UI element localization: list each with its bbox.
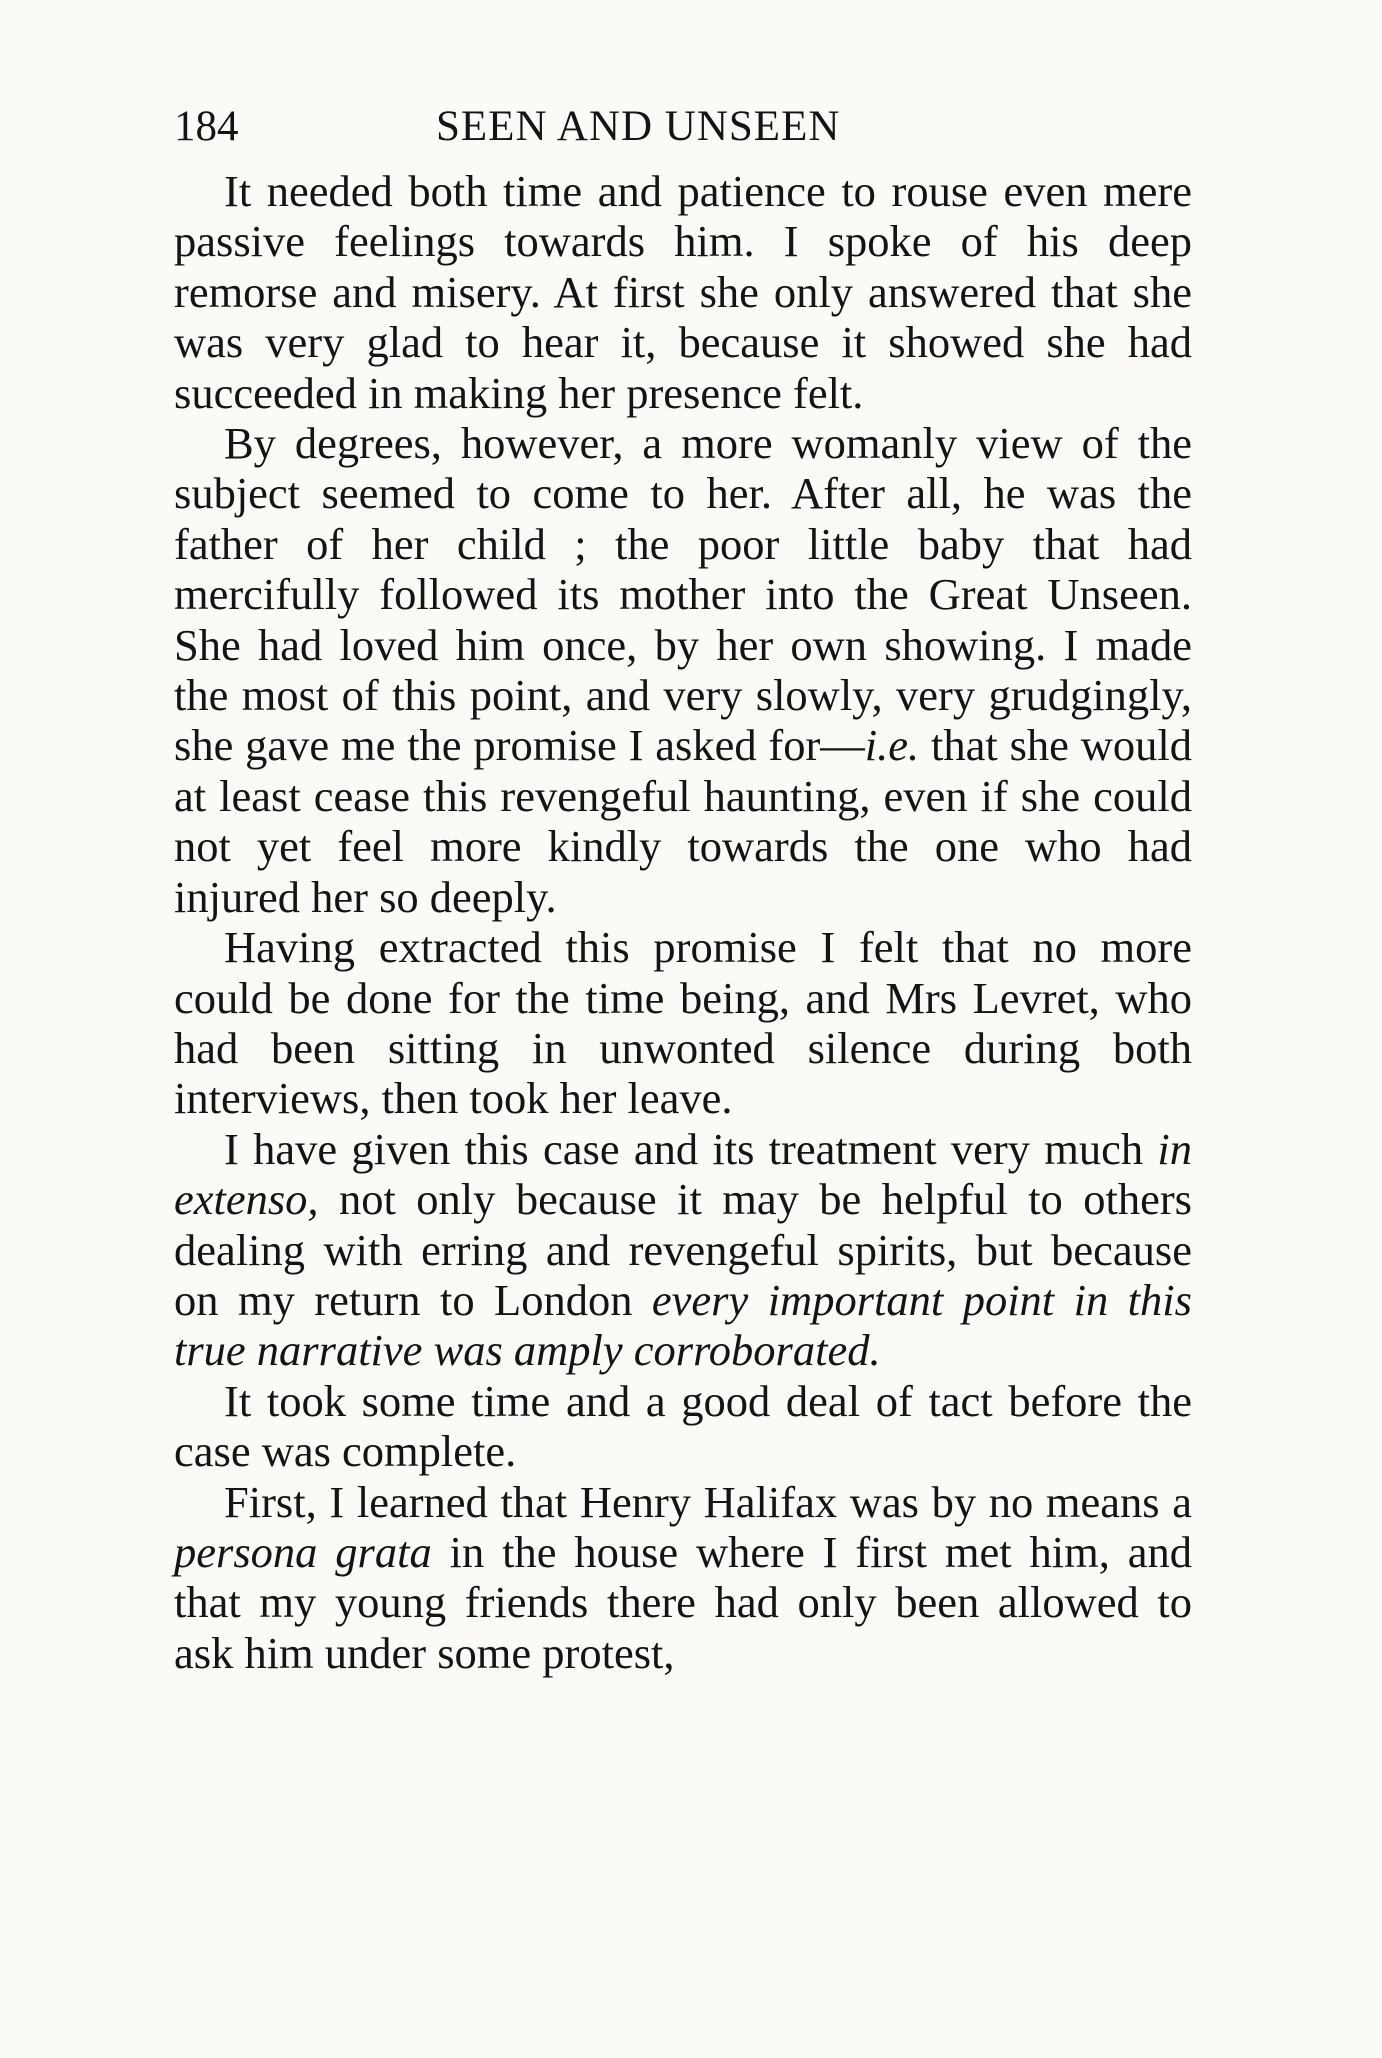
page-number: 184 [174,103,239,150]
book-page [174,92,1192,1678]
paragraph-4-text: I have given this case and its treatment very much [224,1123,1158,1174]
paragraph-2-italic: i.e. [864,720,920,771]
paragraph-5-text: It took some time and a good deal of tact before the case was complete. [174,1375,1192,1477]
paragraph-6 [174,1477,1192,1679]
paragraph-1 [174,166,1192,418]
paragraph-6-italic: persona grata [174,1526,432,1577]
running-header [174,92,1192,162]
paragraph-6-rest: in the house where I first met him, and that my young friends there had only been allowed to ask him under some protest, [174,1526,1192,1678]
running-title: SEEN AND UNSEEN [436,103,841,150]
paragraph-6-text: First, I learned that Henry Halifax was by no means a [224,1476,1192,1527]
paragraph-4-italic: in extenso, [174,1123,1192,1225]
paragraph-5 [174,1376,1192,1477]
body-text [174,166,1192,1678]
paragraph-1-text: It needed both time and patience to rouse even mere passive feelings towards him. I spoke of his deep remorse and misery. At first she only answered that she was very glad to hear it, because it showed she had succeeded in making her presence felt. [174,166,1192,418]
paragraph-2-rest: that she would at least cease this revengeful haunting, even if she could not yet feel more kindly towards the one who had injured her so deeply. [174,720,1192,922]
paragraph-4 [174,1124,1192,1376]
paragraph-2-text: By degrees, however, a more womanly view of the subject seemed to come to her. After all, he was the father of her child ; the poor little baby that had mercifully followed its mother into the Great Unseen. She had loved him once, by her own showing. I made the most of this point, and very slowly, very grudgingly, she gave me the promise I asked for— [174,418,1192,771]
paragraph-3 [174,922,1192,1124]
paragraph-4-italic-2: every important point in this true narrative was amply corroborated. [174,1274,1192,1376]
paragraph-3-text: Having extracted this promise I felt that no more could be done for the time being, and Mrs Levret, who had been sitting in unwonted silence during both interviews, then took her leave. [174,922,1192,1124]
paragraph-4-mid: not only because it may be helpful to others dealing with erring and revengeful spirits, but because on my return to London [174,1174,1192,1325]
paragraph-2 [174,418,1192,922]
